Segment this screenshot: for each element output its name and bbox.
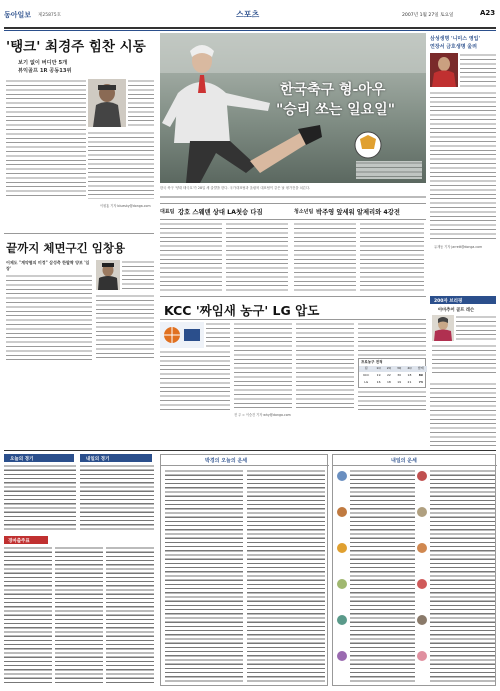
zodiac-rooster-icon — [417, 579, 427, 589]
im-body-3 — [96, 294, 154, 360]
fortune-tomorrow-rule — [333, 465, 497, 466]
score-cell: 21 — [407, 380, 412, 384]
divider-kcc-top — [160, 296, 426, 297]
fortune-today-col-2 — [247, 469, 325, 683]
zodiac-ox-icon — [337, 507, 347, 517]
subhead-a-text: 강호 스웨덴 상대 LA첫승 다짐 — [178, 209, 263, 216]
issue-number: 제25875호 — [38, 12, 62, 18]
subhead-b — [294, 206, 426, 218]
choi-sub-head-2: 뷰익골프 1R 공동13위 — [18, 68, 72, 74]
race-label-text: 경마출주표 — [8, 538, 30, 544]
masthead-rule — [4, 27, 496, 29]
choi-body-text-1 — [6, 79, 86, 199]
score-header-team: 팀 — [364, 366, 368, 370]
brief-label-text: 200자 브리핑 — [434, 298, 463, 304]
brief-body-2 — [432, 344, 496, 376]
kcc-col-2 — [234, 322, 292, 410]
games-listing — [4, 454, 154, 534]
choi-body-text-2 — [128, 79, 154, 127]
fortune-tomorrow-title: 내일의 운세 — [391, 458, 417, 464]
divider-subheads-2 — [160, 219, 426, 220]
race-col-1 — [4, 546, 52, 686]
score-header-total: 합계 — [417, 366, 424, 370]
samsung-body-2 — [430, 91, 496, 241]
brief-box — [430, 296, 496, 378]
hero-photo — [160, 33, 426, 183]
article-im — [4, 240, 154, 350]
kcc-col-3 — [296, 322, 354, 410]
headline-kcc: KCC '짜임새 농구' LG 압도 — [164, 303, 320, 318]
zodiac-pig-icon — [417, 651, 427, 661]
score-cell: KCC — [363, 373, 370, 377]
score-cell: 30 — [397, 373, 402, 377]
zodiac-rabbit-icon — [337, 579, 347, 589]
score-table-header — [359, 366, 427, 372]
issue-date: 2007년 1월 27일 토요일 — [402, 12, 454, 18]
page-number: A23 — [480, 9, 496, 17]
score-cell: 18 — [407, 373, 412, 377]
kcc-col-1 — [206, 322, 230, 348]
today-games-list — [4, 464, 76, 532]
zodiac-snake-icon — [337, 651, 347, 661]
zodiac-text-left — [350, 469, 415, 683]
im-photo — [96, 260, 120, 290]
score-header-q4: 4Q — [407, 366, 412, 370]
samsung-photo — [430, 53, 458, 87]
tomorrow-games-text: 내일의 경기 — [86, 456, 110, 462]
choi-body-text-3 — [88, 131, 154, 199]
masthead-rule-blue — [4, 30, 496, 31]
score-cell: 19 — [397, 380, 402, 384]
race-col-2 — [55, 546, 103, 686]
brief-label — [430, 296, 496, 304]
score-cell: 89 — [418, 373, 423, 377]
score-header-q3: 3Q — [397, 366, 402, 370]
headline-choi: '탱크' 최경주 힘찬 시동 — [6, 39, 146, 55]
headline-im: 끝까지 체면구긴 임창용 — [6, 241, 126, 255]
brief-title: 아마추어 골프 레슨 — [438, 308, 475, 313]
hero-caption: 한국 축구 '양대 태극호'가 28일 새 출발을 한다. 국가대표팀과 올림픽 대표팀이 같은 날 평가전을 치른다. — [160, 186, 311, 190]
race-table — [4, 536, 154, 686]
zodiac-monkey-icon — [417, 543, 427, 553]
zodiac-dog-icon — [417, 615, 427, 625]
today-games-label — [4, 454, 74, 462]
kcc-headline-rule — [160, 319, 426, 320]
fortune-today — [160, 454, 328, 686]
right-lower-text — [430, 382, 496, 446]
samsung-kicker: 삼성생명 '니미스 영입' — [430, 36, 481, 42]
national-team-col-2 — [226, 222, 288, 292]
zodiac-sheep-icon — [417, 507, 427, 517]
paper-name: 동아일보 — [4, 11, 32, 19]
article-kcc — [160, 300, 426, 450]
zodiac-rat-icon — [337, 471, 347, 481]
youth-team-col-1 — [294, 222, 356, 292]
fortune-today-col-1 — [165, 469, 243, 683]
hero-photo-inset-text — [356, 161, 422, 179]
score-header-q2: 2Q — [386, 366, 391, 370]
article-choi — [4, 33, 154, 233]
brief-body-1 — [456, 315, 496, 341]
fortune-today-rule — [161, 465, 329, 466]
score-cell: 19 — [376, 373, 381, 377]
tomorrow-games-list — [80, 464, 154, 532]
im-sub-head: 어제도 "계약협의 미정" 삼성측 한발짝 양보 '입장' — [6, 260, 90, 271]
hero-headline-2: "승리 쏘는 일요일" — [276, 102, 396, 118]
hero-headline-1: 한국축구 형-아우 — [280, 82, 386, 98]
kcc-byline: 전 주 = 이승건 기자 why@donga.com — [234, 413, 291, 417]
score-table-title: 프로농구 전적 — [361, 360, 383, 364]
choi-sub-head-1: 보기 없이 버디만 5개 — [18, 60, 68, 66]
hero-caption-lines — [160, 195, 426, 200]
race-label — [4, 536, 48, 544]
masthead — [4, 4, 496, 26]
zodiac-text-right — [430, 469, 495, 683]
score-cell: 22 — [386, 373, 391, 377]
samsung-title: 연장서 금호생명 울려 — [430, 44, 477, 50]
divider-subheads — [160, 203, 426, 204]
samsung-byline: 유재동 기자 jarrett@donga.com — [434, 245, 483, 249]
samsung-body-1 — [460, 53, 496, 87]
tomorrow-games-label — [80, 454, 152, 462]
im-body-1 — [6, 274, 92, 360]
divider-left-top — [4, 233, 154, 234]
subhead-b-text: 박주영 앞세워 알제리와 4강전 — [316, 209, 400, 216]
choi-photo — [88, 79, 126, 127]
kcc-col-4 — [358, 322, 426, 356]
score-row — [359, 373, 427, 379]
zodiac-column-right — [417, 469, 495, 683]
national-team-col-1 — [160, 222, 222, 292]
zodiac-horse-icon — [417, 471, 427, 481]
fortune-today-title: 박경의 오늘의 운세 — [205, 458, 248, 464]
score-cell: 18 — [386, 380, 391, 384]
subhead-a-label: 대표팀 — [160, 209, 175, 215]
zodiac-column-left — [337, 469, 415, 683]
kcc-col-1b — [160, 350, 230, 410]
im-body-2 — [122, 260, 154, 290]
race-col-3 — [106, 546, 154, 686]
brief-photo — [432, 315, 454, 341]
youth-team-col-2 — [360, 222, 424, 292]
score-row — [359, 380, 427, 386]
section-title: 스포츠 — [236, 10, 260, 19]
score-cell: 74 — [418, 380, 423, 384]
zodiac-dragon-icon — [337, 615, 347, 625]
score-cell: 16 — [376, 380, 381, 384]
score-header-q1: 1Q — [376, 366, 381, 370]
kcc-col-4b — [358, 390, 426, 410]
choi-byline: 이원홍 기자 bluesky@donga.com — [100, 204, 151, 208]
score-cell: LG — [364, 380, 369, 384]
divider-bottom-section — [4, 450, 496, 451]
subhead-b-label: 청소년팀 — [294, 209, 314, 215]
kcc-team-logo — [160, 322, 204, 348]
zodiac-tiger-icon — [337, 543, 347, 553]
fortune-tomorrow — [332, 454, 496, 686]
subhead-a — [160, 206, 290, 218]
score-table — [358, 358, 426, 388]
today-games-text: 오늘의 경기 — [10, 456, 34, 462]
article-samsung — [430, 33, 496, 293]
